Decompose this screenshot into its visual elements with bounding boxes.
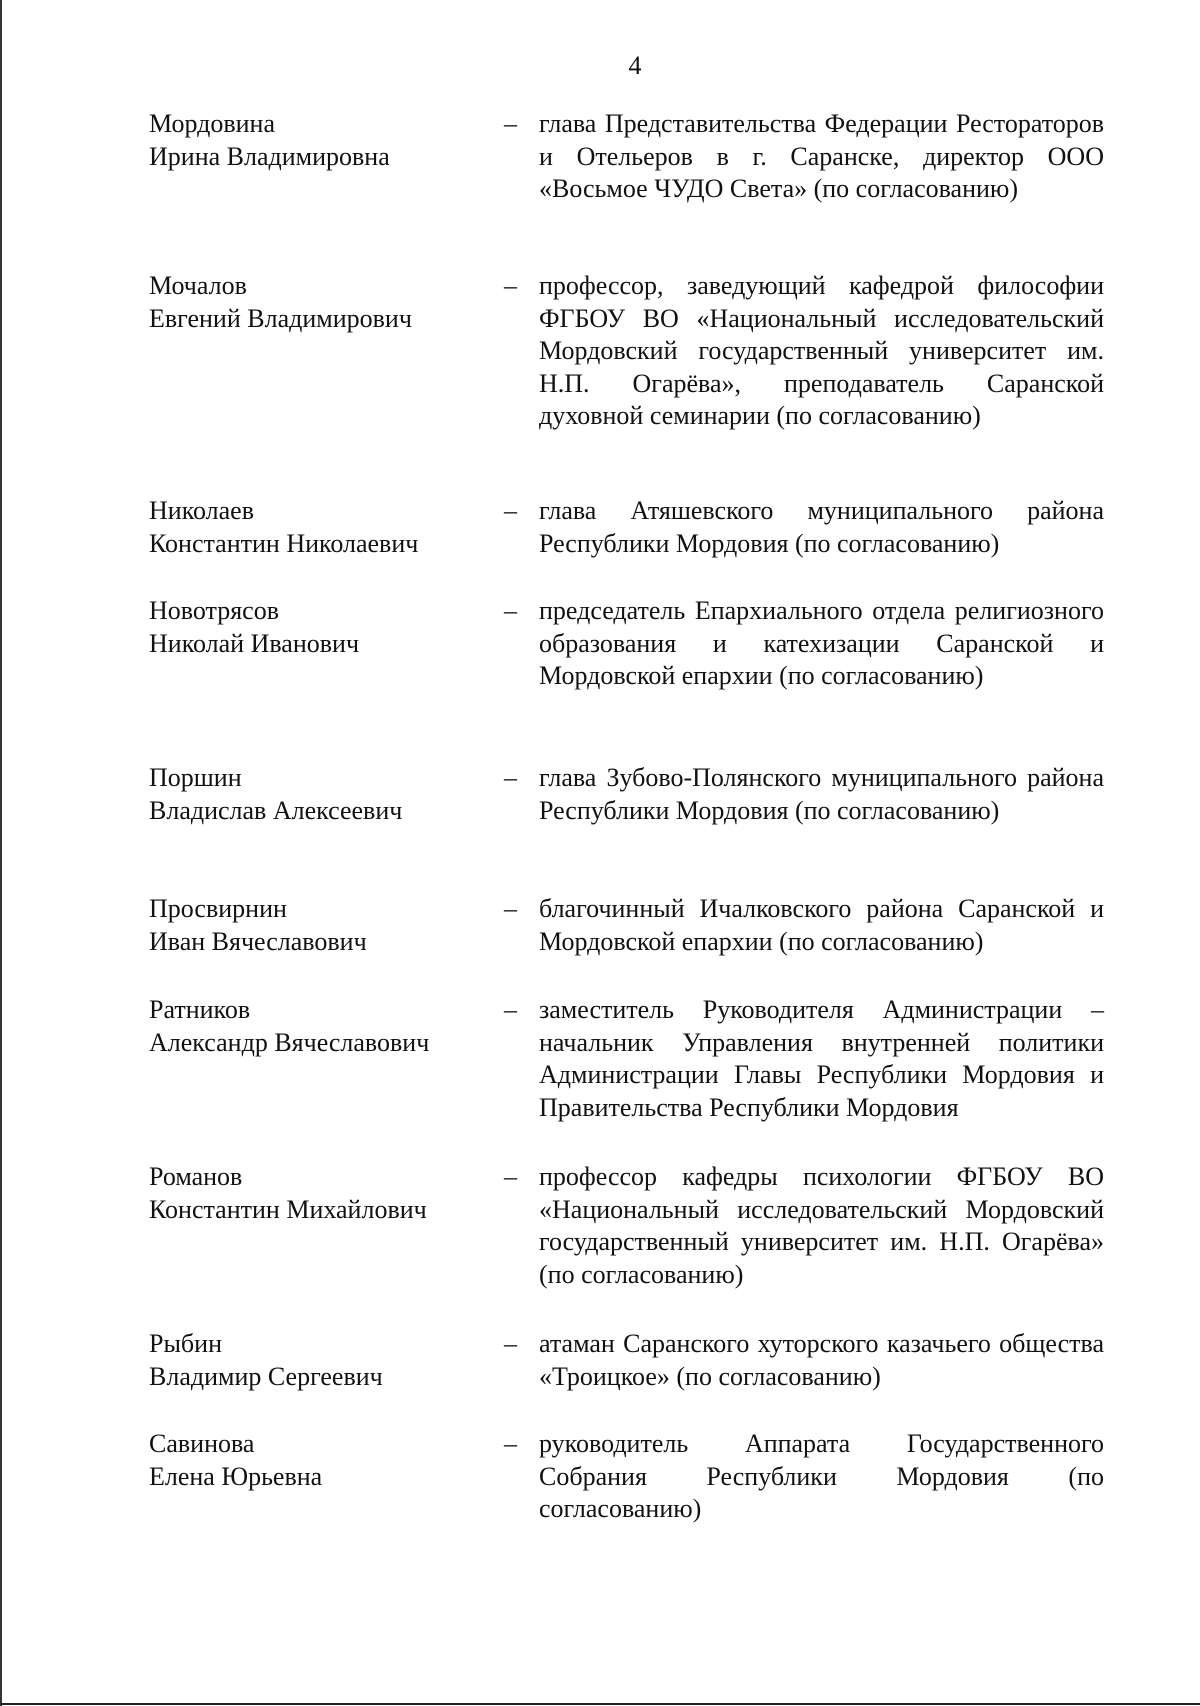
member-given-names: Константин Николаевич [149, 528, 419, 558]
member-surname: Новотрясов [149, 596, 279, 625]
member-surname: Рыбин [149, 1329, 222, 1358]
entry-dash: – [504, 596, 517, 625]
member-name [149, 108, 489, 173]
member-position: глава Атяшевского муниципального района Республики Мордовия (по согласованию) [539, 496, 1104, 558]
member-position: председатель Епархиального отдела религиозного образования и катехизации Саранской и Мордовской епархии (по согласованию) [539, 596, 1104, 690]
member-position: глава Представительства Федерации Рестораторов и Отельеров в г. Саранске, директор ООО «Восьмое ЧУДО Света» (по согласованию) [539, 109, 1104, 203]
member-surname: Просвирнин [149, 894, 287, 923]
entry-dash: – [504, 271, 517, 300]
member-given-names: Константин Михайлович [149, 1194, 427, 1224]
member-given-names: Евгений Владимирович [149, 303, 412, 333]
entry-dash: – [504, 894, 517, 923]
member-name [149, 1328, 489, 1393]
entry-dash: – [504, 1429, 517, 1458]
member-given-names: Александр Вячеславович [149, 1027, 430, 1057]
entry-dash: – [504, 995, 517, 1024]
member-given-names: Елена Юрьевна [149, 1461, 323, 1491]
scan-bottom-edge [0, 1703, 1200, 1705]
member-name [149, 893, 489, 958]
member-surname: Ратников [149, 995, 251, 1024]
member-name [149, 762, 489, 827]
entry-dash: – [504, 763, 517, 792]
entry-dash: – [504, 496, 517, 525]
member-position: профессор, заведующий кафедрой философии ФГБОУ ВО «Национальный исследовательский Мордовский государственный университет им. Н.П. Огарёва», преподаватель Саранской духовной семинарии (по согласованию) [539, 271, 1104, 430]
member-name [149, 1428, 489, 1493]
page-number: 4 [628, 51, 642, 80]
member-given-names: Владислав Алексеевич [149, 795, 403, 825]
member-position: глава Зубово-Полянского муниципального района Республики Мордовия (по согласованию) [539, 763, 1104, 825]
member-name [149, 270, 489, 335]
member-surname: Мочалов [149, 271, 247, 300]
member-name [149, 1161, 489, 1226]
member-surname: Николаев [149, 496, 254, 525]
member-position: профессор кафедры психологии ФГБОУ ВО «Национальный исследовательский Мордовский государственный университет им. Н.П. Огарёва» (по согласованию) [539, 1162, 1104, 1289]
member-name [149, 495, 489, 560]
scan-left-edge [0, 0, 2, 1706]
entry-dash: – [504, 109, 517, 138]
entry-dash: – [504, 1329, 517, 1358]
member-name [149, 994, 489, 1059]
member-given-names: Иван Вячеславович [149, 926, 367, 956]
member-surname: Савинова [149, 1429, 255, 1458]
member-position: благочинный Ичалковского района Саранской и Мордовской епархии (по согласованию) [539, 894, 1104, 956]
member-given-names: Ирина Владимировна [149, 141, 390, 171]
member-position: атаман Саранского хуторского казачьего общества «Троицкое» (по согласованию) [539, 1329, 1104, 1391]
member-surname: Поршин [149, 763, 242, 792]
entry-dash: – [504, 1162, 517, 1191]
member-position: руководитель Аппарата Государственного Собрания Республики Мордовия (по согласованию) [539, 1429, 1104, 1523]
member-name [149, 595, 489, 660]
member-surname: Романов [149, 1162, 243, 1191]
member-given-names: Николай Иванович [149, 628, 360, 658]
member-given-names: Владимир Сергеевич [149, 1361, 383, 1391]
member-position: заместитель Руководителя Администрации – начальник Управления внутренней политики Администрации Главы Республики Мордовия и Правительства Республики Мордовия [539, 995, 1104, 1122]
member-surname: Мордовина [149, 109, 276, 138]
